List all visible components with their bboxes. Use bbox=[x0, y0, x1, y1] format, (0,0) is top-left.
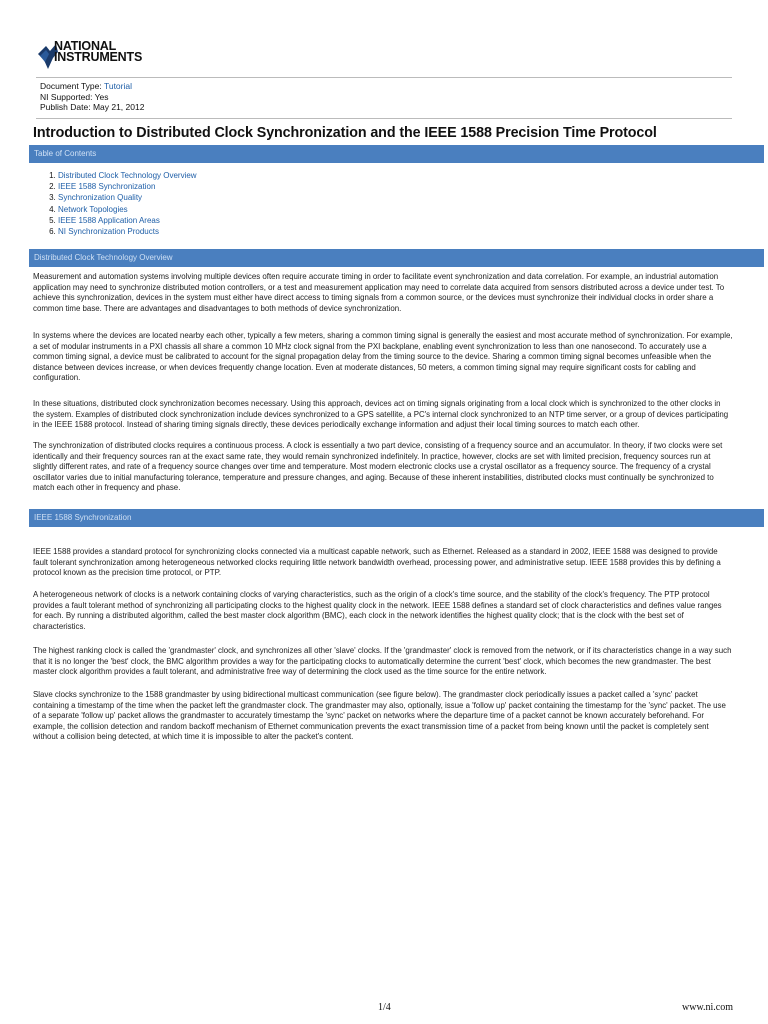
paragraph: In these situations, distributed clock synchronization becomes necessary. Using this approach, devices act on timing signals originating from a local clock which is synchronized to the other clocks in the system. Examples of distributed clock synchronization include devices synchronized to a GPS satellite, a PC's internal clock synchronized to an NTP time server, or a group of devices participating in the IEEE 1588 protocol. Instead of sharing timing signals directly, these devices periodically exchange information and adjust their local timing sources to match each other. bbox=[33, 399, 729, 430]
table-of-contents bbox=[46, 170, 197, 237]
document-meta bbox=[40, 81, 144, 113]
document-type-link[interactable]: Tutorial bbox=[103, 81, 132, 91]
toc-item[interactable]: 4. Network Topologies bbox=[58, 204, 197, 215]
toc-item[interactable]: 3. Synchronization Quality bbox=[58, 192, 197, 203]
section-header-distributed-clock: Distributed Clock Technology Overview bbox=[29, 249, 764, 267]
publish-date-value: May 21, 2012 bbox=[92, 102, 145, 112]
paragraph: The highest ranking clock is called the 'grandmaster' clock, and synchronizes all other 'slave' clocks. If the 'grandmaster' clock is removed from the network, or if its characteristics change in a way such that it is no longer the 'best' clock, the BMC algorithm provides a way for the participating clocks to automatically determine the current 'best' clock, which becomes the new grandmaster. The best master clock algorithm provides a fault tolerant, and administrative free way of determining the clock used as the time source for the entire network. bbox=[33, 646, 732, 677]
document-type-label: Document Type: bbox=[40, 81, 102, 91]
page-title: Introduction to Distributed Clock Synchronization and the IEEE 1588 Precision Time Protocol bbox=[33, 125, 657, 141]
paragraph: Slave clocks synchronize to the 1588 grandmaster by using bidirectional multicast communication (see figure below). The grandmaster clock periodically issues a packet called a 'sync' packet containing a timestamp of the time when the packet left the grandmaster clock. The grandmaster may also, optionally, issue a 'follow up' packet containing the timestamp for the 'sync' packet. The use of a separate 'follow up' packet allows the grandmaster to accurately timestamp the 'sync' packet on networks where the departure time of a packet cannot be known accurately beforehand. For example, the collision detection and random backoff mechanism of Ethernet communication prevents the exact transmission time of a packet from being known until the packet is completely sent without a collision being detected, at which time it is impossible to alter the packet's content. bbox=[33, 690, 726, 742]
paragraph: In systems where the devices are located nearby each other, typically a few meters, sharing a common timing signal is generally the easiest and most accurate method of synchronization. For example, a set of modular instruments in a PXI chassis all share a common 10 MHz clock signal from the PXI backplane, enabling event synchronization to less than one nanosecond. To accurately use a common timing signal, a device must be calibrated to account for the signal propagation delay from the timing source to the device. Sharing a common timing signal becomes unfeasible when the distance between devices increase, or when devices frequently change location. Even at moderate distances, 50 meters, a common timing signal may require significant costs for cabling and configuration. bbox=[33, 331, 733, 383]
section-header-ieee-1588: IEEE 1588 Synchronization bbox=[29, 509, 764, 527]
header-divider bbox=[36, 77, 732, 78]
meta-divider bbox=[36, 118, 732, 119]
paragraph: Measurement and automation systems involving multiple devices often require accurate timing in order to facilitate event synchronization and data correlation. For example, an industrial automation application may need to synchronize distributed motion controllers, or a test and measurement application may need to correlate data acquired from sensors distributed across a device under test. To achieve this synchronization, devices in the system must either have direct access to timing signals from a common source, or the devices must synchronize their individual clocks in order share a common time base. There are advantages and disadvantages to both methods of device synchronization. bbox=[33, 272, 725, 313]
toc-header: Table of Contents bbox=[29, 145, 764, 163]
ni-supported-value: Yes bbox=[94, 91, 109, 102]
publish-date-label: Publish Date: bbox=[40, 102, 91, 112]
paragraph: The synchronization of distributed clocks requires a continuous process. A clock is essentially a two part device, consisting of a frequency source and an accumulator. In theory, if two clocks were set identically and their frequency sources ran at the exact same rate, they would remain synchronized indefinitely. In practice, however, clocks are set with limited precision, frequency sources run at slightly different rates, and rate of a frequency source changes over time and temperature. Most modern electronic clocks use a crystal oscillator as a frequency source. The frequency of a crystal oscillator varies due to initial manufacturing tolerance, temperature and pressure changes, and aging. Because of these inherent instabilities, distributed clocks must continually be synchronized to match each other in frequency and phase. bbox=[33, 441, 723, 493]
ni-supported-label: NI Supported: bbox=[40, 91, 93, 102]
toc-item[interactable]: 5. IEEE 1588 Application Areas bbox=[58, 215, 197, 226]
toc-item[interactable]: 1. Distributed Clock Technology Overview bbox=[58, 170, 197, 181]
toc-item[interactable]: 6. NI Synchronization Products bbox=[58, 226, 197, 237]
footer-url[interactable]: www.ni.com bbox=[682, 1002, 734, 1013]
paragraph: A heterogeneous network of clocks is a network containing clocks of varying characteristics, such as the origin of a clock's time source, and the stability of the clock's frequency. The PTP protocol provides a fault tolerant method of synchronizing all participating clocks to the highest quality clock in the network. IEEE 1588 defines a standard set of clock characteristics and defines value ranges for each. By running a distributed algorithm, called the best master clock algorithm (BMC), each clock in the network identifies the highest quality clock; that is the clock with the best set of characteristics. bbox=[33, 590, 722, 631]
page-number: 1/4 bbox=[378, 1002, 391, 1013]
paragraph: IEEE 1588 provides a standard protocol for synchronizing clocks connected via a multicast capable network, such as Ethernet. Released as a standard in 2002, IEEE 1588 was designed to provide fault tolerant synchronization among heterogeneous networked clocks requiring little network bandwidth overhead, processing power, and administrative setup. IEEE 1588 provides this by defining a protocol known as the precision time protocol, or PTP. bbox=[33, 547, 721, 578]
toc-item[interactable]: 2. IEEE 1588 Synchronization bbox=[58, 181, 197, 192]
ni-logo-text: NATIONAL INSTRUMENTS bbox=[54, 39, 143, 64]
